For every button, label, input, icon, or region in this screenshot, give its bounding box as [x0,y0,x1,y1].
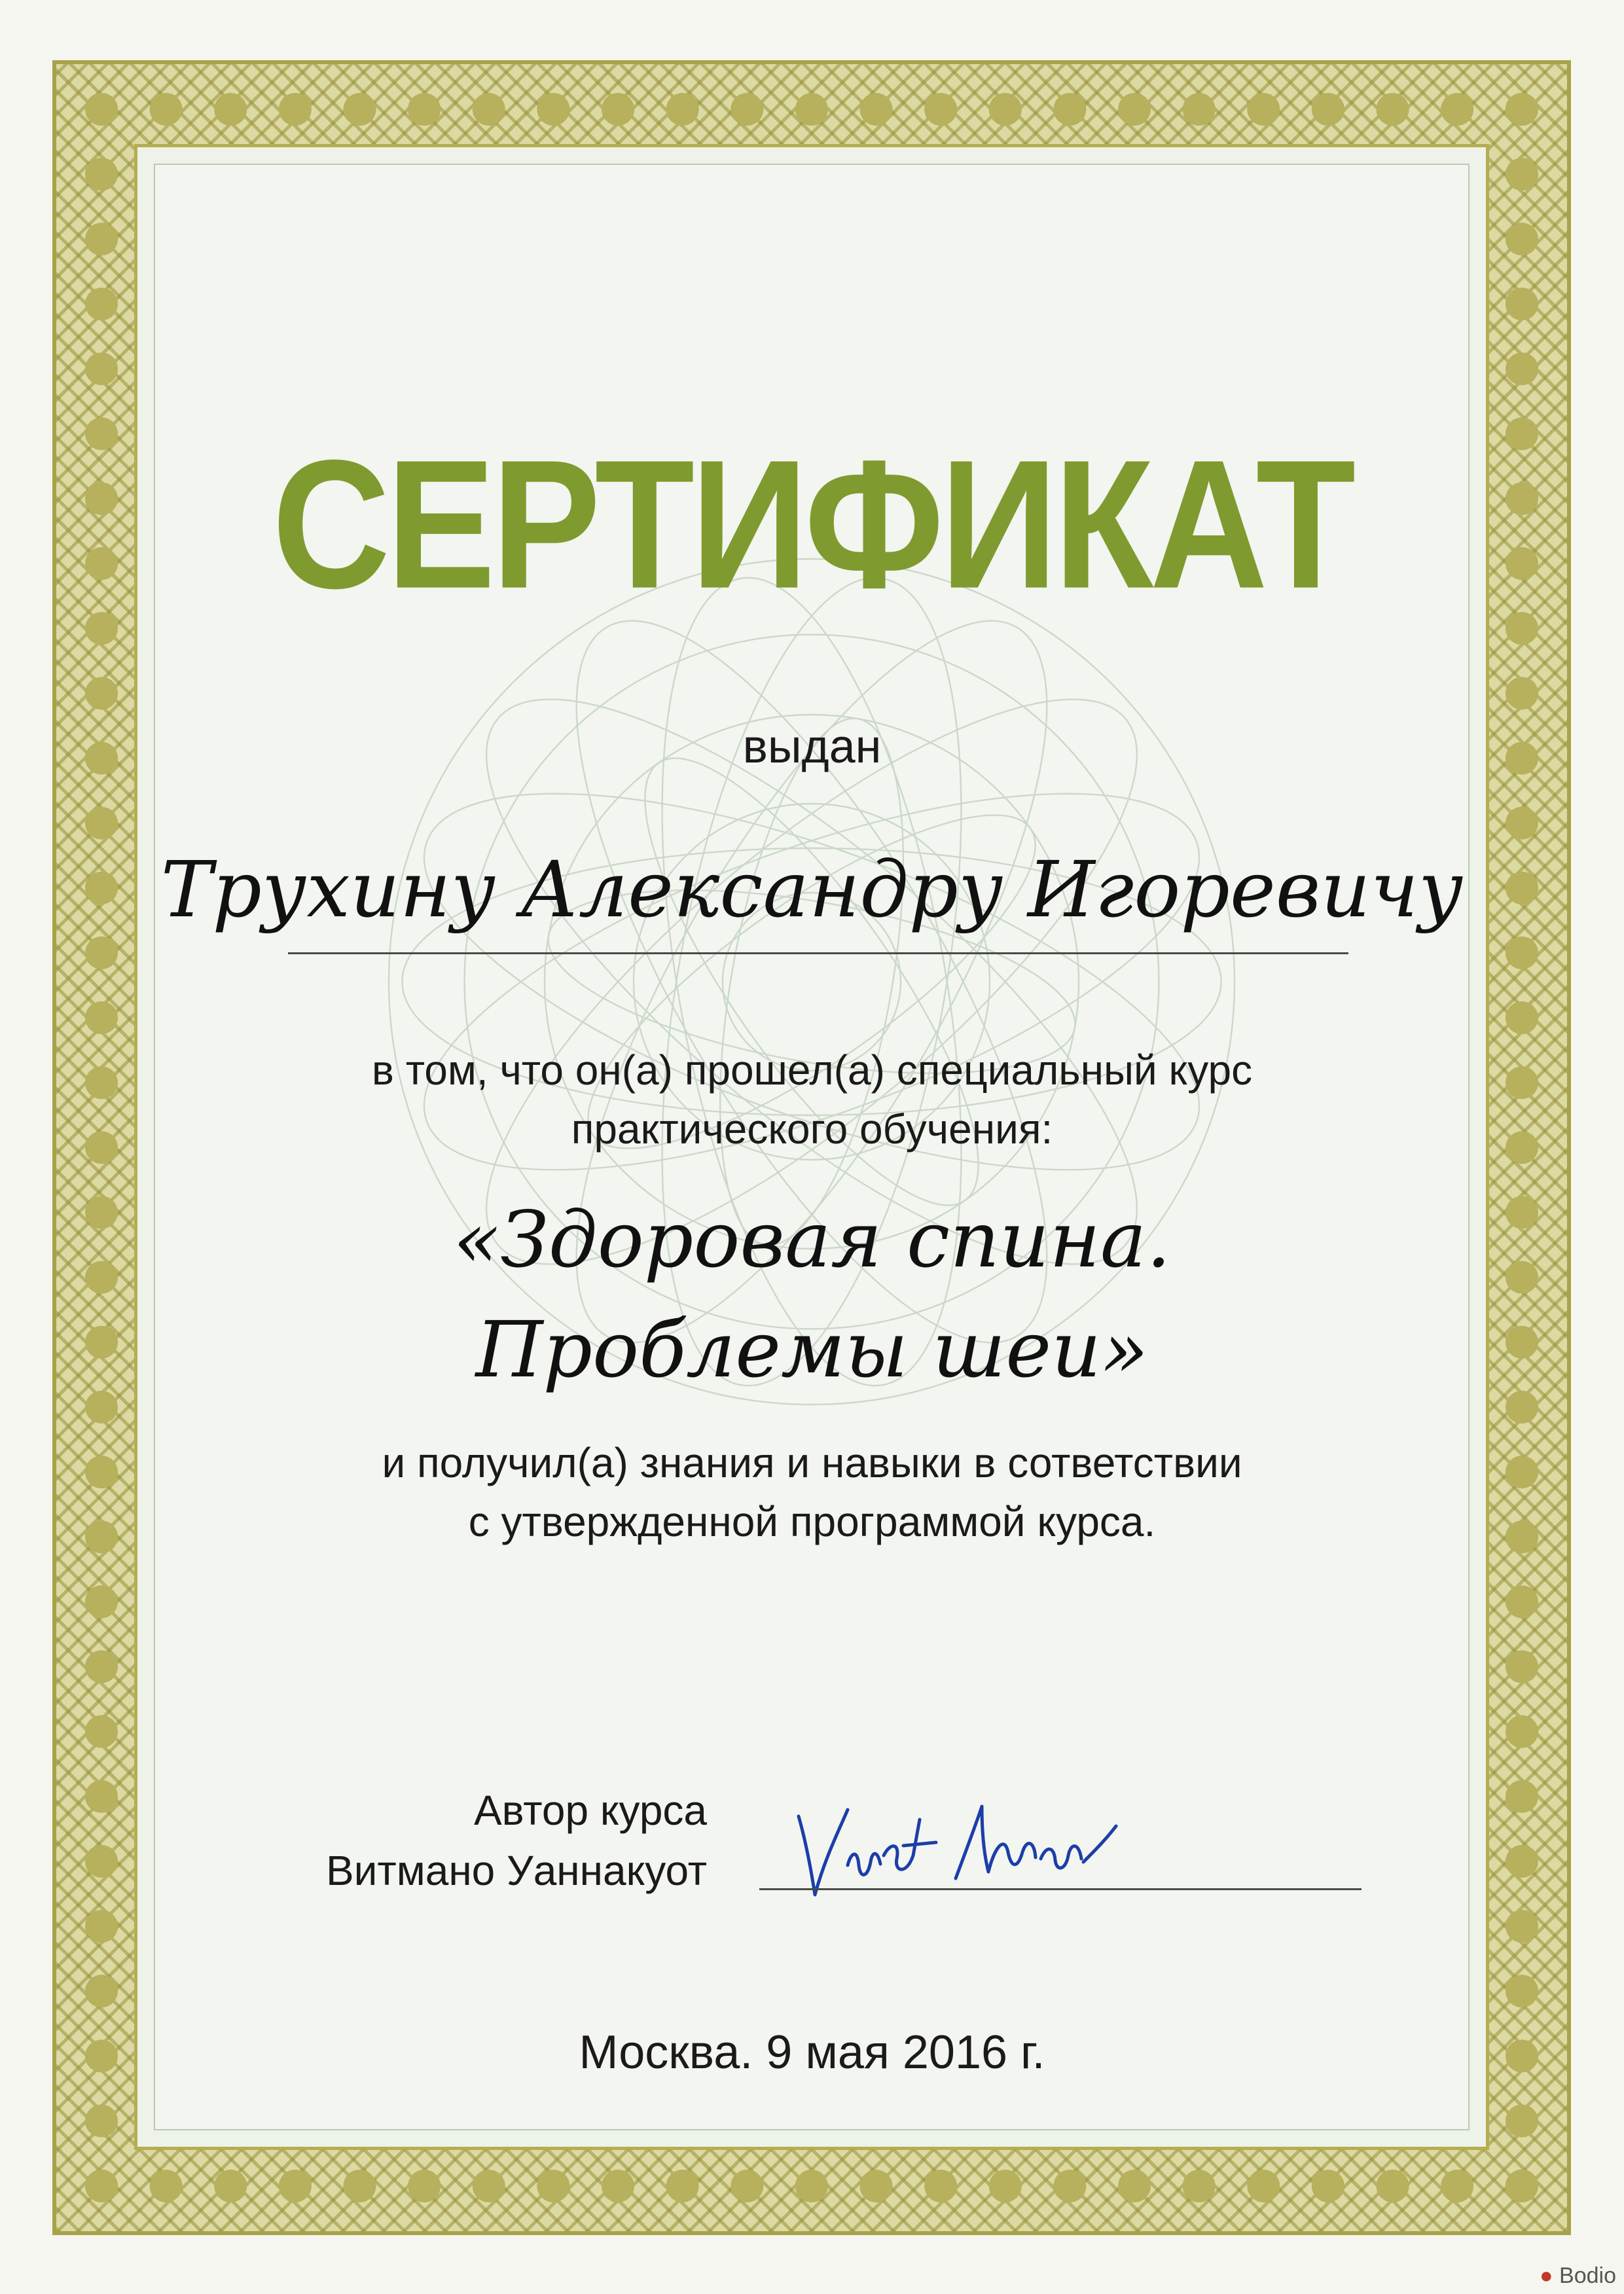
issued-label: выдан [742,721,882,773]
course-intro-line-2: практического обучения: [571,1105,1053,1153]
author-name: Витмано Уаннакуот [325,1847,707,1894]
course-name [0,1185,1624,1405]
author-block [196,1780,707,1901]
result-line-2: с утвержденной программой курса. [468,1498,1156,1545]
recipient-name: Трухину Александру Игоревичу [160,844,1464,935]
course-intro [0,1041,1624,1158]
scanner-watermark [1540,2263,1616,2289]
result-line-1: и получил(а) знания и навыки в сответствии [382,1439,1242,1486]
course-name-line-1: «Здоровая спина. [453,1194,1171,1285]
signature-line [759,1888,1362,1890]
watermark-logo-icon: ● [1540,2263,1553,2288]
place-and-date: Москва. 9 мая 2016 г. [579,2026,1045,2079]
certificate-title: СЕРТИФИКАТ [272,421,1352,626]
recipient-underline [288,952,1348,954]
result-statement [0,1433,1624,1551]
course-intro-line-1: в том, что он(а) прошел(а) специальный курс [371,1047,1253,1094]
handwritten-signature [785,1780,1152,1905]
course-name-line-2: Проблемы шеи» [475,1304,1149,1395]
author-label: Автор курса [473,1787,707,1834]
watermark-text: Bodio [1559,2263,1616,2288]
